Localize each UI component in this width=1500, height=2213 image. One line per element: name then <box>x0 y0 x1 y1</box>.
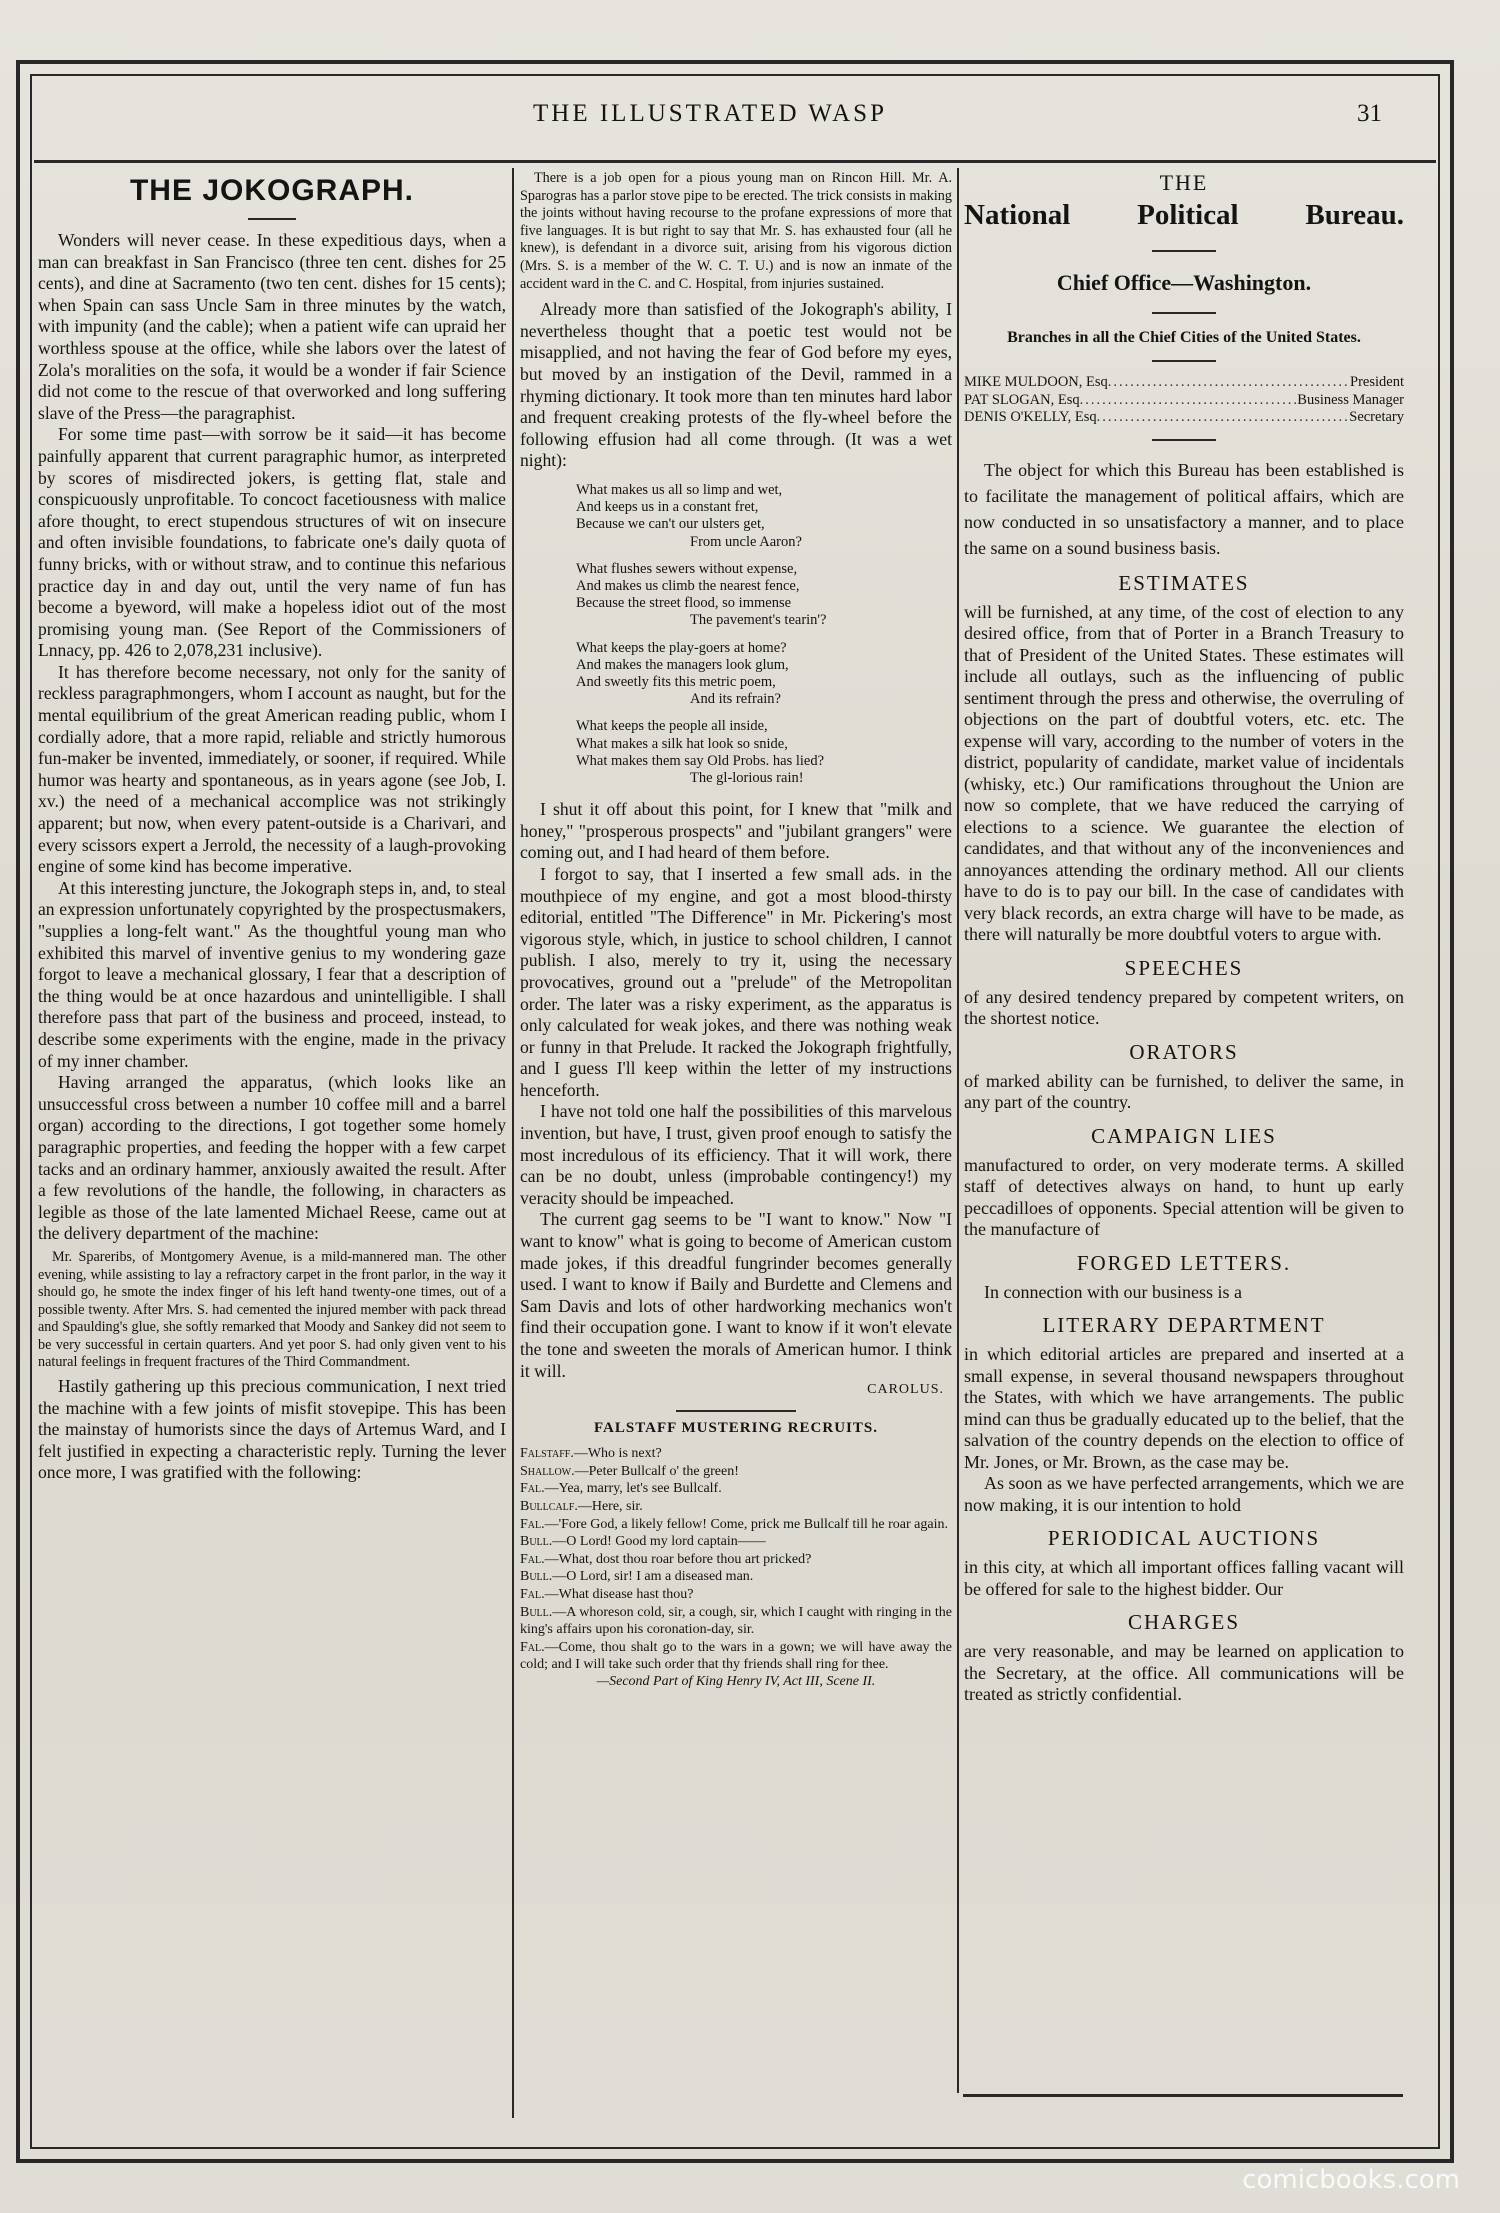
bureau-rule <box>1152 312 1216 314</box>
poem-refrain: The gl-lorious rain! <box>690 769 804 786</box>
officer-title: Business Manager <box>1297 391 1404 408</box>
article-paragraph: For some time past—with sorrow be it said—it has become painfully apparent that current paragraphic humor, as interpreted by scores of misdirected jokers, is getting flat, stale and conspicuously unprofitable. To concoct facetiousness with malice afore thought, to erect stupendous structures of wit on insecure and often invisible foundations, to fabricate one's daily quota of funny bricks, with or without straw, and to continue this nefarious practice day in and day out, until the very name of fun has become a byeword, will make a hopeless idiot out of the most promising young man. (See Report of the Commissioners of Lnnacy, pp. 426 to 2,078,231 inclusive). <box>38 424 506 661</box>
column-jokograph <box>38 170 506 1484</box>
poem-refrain: From uncle Aaron? <box>690 533 802 550</box>
dialogue-line <box>520 1639 952 1674</box>
speech: —Peter Bullcalf o' the green! <box>574 1463 739 1479</box>
speech: —Who is next? <box>573 1446 662 1462</box>
bureau-rule <box>1152 250 1216 252</box>
chief-office: Chief Office—Washington. <box>1056 270 1312 295</box>
speaker: Bullcalf. <box>520 1498 578 1514</box>
poem-line: What flushes sewers without expense, <box>576 560 798 577</box>
poem-line: And sweetly fits this metric poem, <box>576 673 776 690</box>
poem-stanza <box>576 482 952 551</box>
section-heading: CAMPAIGN LIES <box>1091 1123 1277 1148</box>
section-heading: CHARGES <box>1127 1610 1241 1634</box>
poem-line: What keeps the play-goers at home? <box>576 639 787 656</box>
speech: —O Lord, sir! I am a diseased man. <box>552 1569 754 1585</box>
dialogue-line <box>520 1463 952 1481</box>
poem-line: And keeps us in a constant fret, <box>576 499 759 516</box>
bureau-the: THE <box>1159 170 1209 195</box>
section-text: of any desired tendency prepared by competent writers, on the shortest notice. <box>964 986 1404 1028</box>
section-text: will be furnished, at any time, of the cost of election to any desired office, from that of Porter in a Branch Treasury to that of President of the United States. These estimates will include all outlays, such as the influencing of public sentiment through the press and otherwise, the overruling of objections on the part of doubtful voters, etc. etc. The expense will vary, according to the number of voters in the district, popularity of candidate, market value of incidentals (whisky, etc.) Our ramifications throughout the Union are now so complete, that we have reduced the carrying of elections to a science. We guarantee the election of candidates, and that without any of the inconveniences and annoyances attending the ordinary method. All our clients have to do is to pay our bill. In the case of candidates with very black records, an extra charge will have to be made, as there will naturally be more doubtful voters to argue with. <box>964 601 1404 944</box>
section-text: are very reasonable, and may be learned on application to the Secretary, at the office. All communications will be treated as strictly confidential. <box>964 1641 1404 1704</box>
poem-line: And makes the managers look glum, <box>576 656 789 673</box>
citation: —Second Part of King Henry IV, Act III, Scene II. <box>596 1673 876 1689</box>
speaker: Falstaff. <box>520 1446 574 1462</box>
speaker: Bull. <box>520 1604 553 1620</box>
title-rule <box>248 218 296 220</box>
article-paragraph: Hastily gathering up this precious communication, I next tried the machine with a few joints of misfit stovepipe. This has been the mainstay of humorists since the days of Artemus Ward, and I felt justified in expecting a characteristic reply. Turning the lever once more, I was gratified with the following: <box>38 1376 506 1483</box>
dialogue-line <box>520 1533 952 1551</box>
section-heading: SPEECHES <box>1124 955 1244 980</box>
speaker: Bull. <box>520 1569 553 1585</box>
section-heading: LITERARY DEPARTMENT <box>1042 1313 1326 1337</box>
officer-title: Secretary <box>1349 409 1404 425</box>
dialogue-line <box>520 1480 952 1498</box>
speaker: Shallow. <box>520 1463 575 1479</box>
officer-name: DENIS O'KELLY, Esq <box>964 409 1097 425</box>
poem-line: What makes them say Old Probs. has lied? <box>576 752 825 769</box>
bureau-rule <box>1152 360 1216 362</box>
poem-stanza <box>576 718 952 787</box>
section-heading: ORATORS <box>1129 1039 1239 1064</box>
speaker: Fal. <box>520 1586 545 1602</box>
header-rule <box>34 160 1436 163</box>
speech: —Yea, marry, let's see Bullcalf. <box>544 1481 722 1497</box>
officer-title: President <box>1350 374 1404 390</box>
article-paragraph: I shut it off about this point, for I knew that "milk and honey," "prosperous prospects" and "jubilant grangers" were coming out, and I had heard of them before. <box>520 799 952 863</box>
bureau-intro: The object for which this Bureau has been established is to facilitate the management of political affairs, which are now conducted in so unsatisfactory a manner, and to place the same on a sound business basis. <box>964 459 1404 558</box>
section-text: In connection with our business is a <box>984 1281 1242 1302</box>
column-jokograph-continued <box>520 170 952 1690</box>
article-paragraph: Wonders will never cease. In these expeditious days, when a man can breakfast in San Francisco (three ten cent. dishes for 25 cents), and dine at Sacramento (two ten cent. dishes for 15 cents); when Spain can sass Uncle Sam in three minutes by the watch, with impunity (and the cable); when a patient wife can upraid her worthless spouse at the office, while she labors over the latest of Zola's moralities on the sofa, it would be a wonder if fair Science did not come to the rescue of that overworked and long suffering slave of the Press—the paragraphist. <box>38 230 506 423</box>
speech: —'Fore God, a likely fellow! Come, prick me Bullcalf till he roar again. <box>544 1516 948 1532</box>
officer-name: MIKE MULDOON, Esq <box>964 374 1108 390</box>
section-heading: PERIODICAL AUCTIONS <box>1047 1526 1321 1550</box>
machine-output-item: Mr. Spareribs, of Montgomery Avenue, is a mild-mannered man. The other evening, while assisting to lay a refractory carpet in the front parlor, in the way it should go, he smote the index finger of his left hand twenty-one times, out of a possible twenty. After Mrs. S. had cemented the injured member with pack thread and Spaulding's glue, she softly remarked that Moody and Sankey did not seem to be very successful in certain quarters. And yet poor S. had only given vent to his natural feelings in frequent fractures of the Third Commandment. <box>38 1248 506 1371</box>
falstaff-dialogue <box>520 1445 952 1674</box>
dialogue-line <box>520 1551 952 1569</box>
officer-row <box>964 392 1404 410</box>
poem-stanza <box>576 640 952 709</box>
poem-line: What makes a silk hat look so snide, <box>576 735 788 752</box>
column-rule-right <box>957 168 959 2093</box>
column-rule-left <box>512 168 514 2118</box>
machine-output-item: There is a job open for a pious young man on Rincon Hill. Mr. A. Sparogras has a parlor stove pipe to be erected. The trick consists in making the joints without having recourse to the profane expressions of more that five languages. It is but right to say that Mr. S. has exhausted four (all he knew), is defendant in a divorce suit, arising from his vigorous diction (Mrs. S. is a member of the W. C. T. U.) and is now an inmate of the accident ward in the C. and C. Hospital, from injuries sustained. <box>520 170 952 292</box>
bureau-rule <box>1152 439 1216 441</box>
section-text: As soon as we have perfected arrangements, which we are now making, it is our intention to hold <box>964 1473 1404 1515</box>
speaker: Fal. <box>520 1639 545 1655</box>
branches-note: Branches in all the Chief Cities of the United States. <box>1007 329 1361 346</box>
section-text: of marked ability can be furnished, to deliver the same, in any part of the country. <box>964 1070 1404 1112</box>
officer-row <box>964 409 1404 427</box>
officer-list <box>964 374 1404 427</box>
article-paragraph: The current gag seems to be "I want to know." Now "I want to know" what is going to become of American custom made jokes, if this dreadful fungrinder becomes generally used. I want to know if Baily and Burdette and Clemens and Sam Davis and lots of other hardworking mechanics won't find their occupation gone. I want to know if it won't elevate the tone and sweeten the morals of American humor. I think it will. <box>520 1209 952 1381</box>
article-paragraph: Already more than satisfied of the Jokograph's ability, I nevertheless thought that a poetic test would not be misapplied, and not having the fear of God before my eyes, but moved by an instigation of the Devil, rammed in a rhyming dictionary. It took more than ten minutes hard labor and frequent creaking protests of the fly-wheel before the following effusion had all come through. (It was a wet night): <box>520 299 952 471</box>
speech: —Here, sir. <box>577 1498 643 1514</box>
section-text: in which editorial articles are prepared and inserted at a small expense, in several thousand newspapers throughout the States, with which we have arrangements. The public mind can thus be gradually educated up to the belief, that the salvation of the country depends on the election to office of Mr. Jones, or Mr. Brown, as the case may be. <box>964 1344 1404 1472</box>
dialogue-line <box>520 1516 952 1534</box>
article-paragraph: I have not told one half the possibilities of this marvelous invention, but have, I trust, given proof enough to satisfy the most incredulous of its efficiency. That it will work, there can be no doubt, unless (improbable contingency!) my veracity should be impeached. <box>520 1101 952 1208</box>
speaker: Fal. <box>520 1481 545 1497</box>
dialogue-line <box>520 1604 952 1639</box>
column-bureau <box>964 170 1404 1706</box>
section-heading: ESTIMATES <box>1118 570 1250 595</box>
article-paragraph: Having arranged the apparatus, (which looks like an unsuccessful cross between a number 10 coffee mill and a barrel organ) according to the directions, I got together some homely paragraphic properties, and feeding the hopper with a few carpet tacks and an ordinary hammer, anxiously awaited the result. After a few revolutions of the handle, the following, in characters as legible as those of the late lamented Michael Reese, came out at the delivery department of the machine: <box>38 1072 506 1244</box>
section-text: in this city, at which all important offices falling vacant will be offered for sale to the highest bidder. Our <box>964 1557 1404 1599</box>
poem-stanza <box>576 561 952 630</box>
article-paragraph: At this interesting juncture, the Jokograph steps in, and, to steal an expression unfortunately copyrighted by the prospectusmakers, "supplies a long-felt want." As the thoughtful young man who exhibited this marvel of inventive genius to my wondering gaze forgot to leave a mechanical glossary, I fear that a description of the thing would be at once hazardous and unintelligible. I shall therefore pass that part of the business and proceed, instead, to describe some experiments with the engine, made in the privacy of my inner chamber. <box>38 877 506 1071</box>
dialogue-line <box>520 1445 952 1463</box>
dialogue-line <box>520 1586 952 1604</box>
poem-refrain: And its refrain? <box>690 691 781 708</box>
dialogue-line <box>520 1498 952 1516</box>
officer-row <box>964 374 1404 392</box>
poem-line: Because we can't our ulsters get, <box>576 516 765 533</box>
section-heading: FORGED LETTERS. <box>1076 1250 1292 1275</box>
poem-line: Because the street flood, so immense <box>576 595 792 612</box>
speaker: Bull. <box>520 1534 553 1550</box>
source-watermark: comicbooks.com <box>1242 2165 1460 2195</box>
section-text: manufactured to order, on very moderate terms. A skilled staff of detectives always on hand, to hunt up early peccadilloes of opponents. Special attention will be given to the manufacture of <box>964 1154 1404 1239</box>
falstaff-title: FALSTAFF MUSTERING RECRUITS. <box>593 1420 878 1437</box>
bureau-end-rule <box>963 2094 1403 2097</box>
speech: —What disease hast thou? <box>544 1586 694 1602</box>
author-signature: CAROLUS. <box>867 1382 944 1398</box>
speech: —O Lord! Good my lord captain—— <box>552 1534 766 1550</box>
speech: —A whoreson cold, sir, a cough, sir, which I caught with ringing in the king's affairs upon his coronation-day, sir. <box>520 1604 952 1638</box>
running-head: THE ILLUSTRATED WASP <box>533 100 887 127</box>
page-number: 31 <box>1357 100 1382 127</box>
ornamental-rule <box>676 1410 796 1412</box>
article-title: THE JOKOGRAPH. <box>129 174 415 207</box>
speech: —What, dost thou roar before thou art pricked? <box>544 1551 812 1567</box>
poem-line: And makes us climb the nearest fence, <box>576 577 800 594</box>
article-paragraph: It has therefore become necessary, not only for the sanity of reckless paragraphmongers, whom I account as naught, but for the mental equilibrium of the great American reading public, whom I cordially adore, that a more rapid, reliable and strictly humorous fun-maker be invented, immediately, or sooner, if required. While humor was hearty and spontaneous, as in years agone (see Job, I. xv.) the need of a mechanical accomplice was not strikingly apparent; but now, when every patent-outside is a Charivari, and every scissors expert a Jerrold, the necessity of a laugh-provoking engine of some kind has become imperative. <box>38 661 506 877</box>
officer-name: PAT SLOGAN, Esq <box>964 391 1080 408</box>
poem-refrain: The pavement's tearin'? <box>690 612 827 629</box>
poem-line: What makes us all so limp and wet, <box>576 481 783 498</box>
bureau-name: National Political Bureau. <box>964 199 1404 231</box>
poem-line: What keeps the people all inside, <box>576 718 768 735</box>
speaker: Fal. <box>520 1516 545 1532</box>
speech: —Come, thou shalt go to the wars in a gown; we will have away the cold; and I will take such order that thy friends shall ring for thee. <box>520 1639 952 1673</box>
poem <box>576 482 952 787</box>
article-paragraph: I forgot to say, that I inserted a few small ads. in the mouthpiece of my engine, and got a most blood-thirsty editorial, entitled "The Difference" in Mr. Pickering's most vigorous style, which, in justice to school children, I cannot publish. I also, merely to try it, using the necessary provocatives, ground out a "prelude" of the Metropolitan order. The later was a risky experiment, as the apparatus is only calculated for weak jokes, and there was nothing weak or funny in that Prelude. It racked the Jokograph frightfully, and I guess I'll keep within the letter of my instructions henceforth. <box>520 863 952 1100</box>
dialogue-line <box>520 1568 952 1586</box>
speaker: Fal. <box>520 1551 545 1567</box>
